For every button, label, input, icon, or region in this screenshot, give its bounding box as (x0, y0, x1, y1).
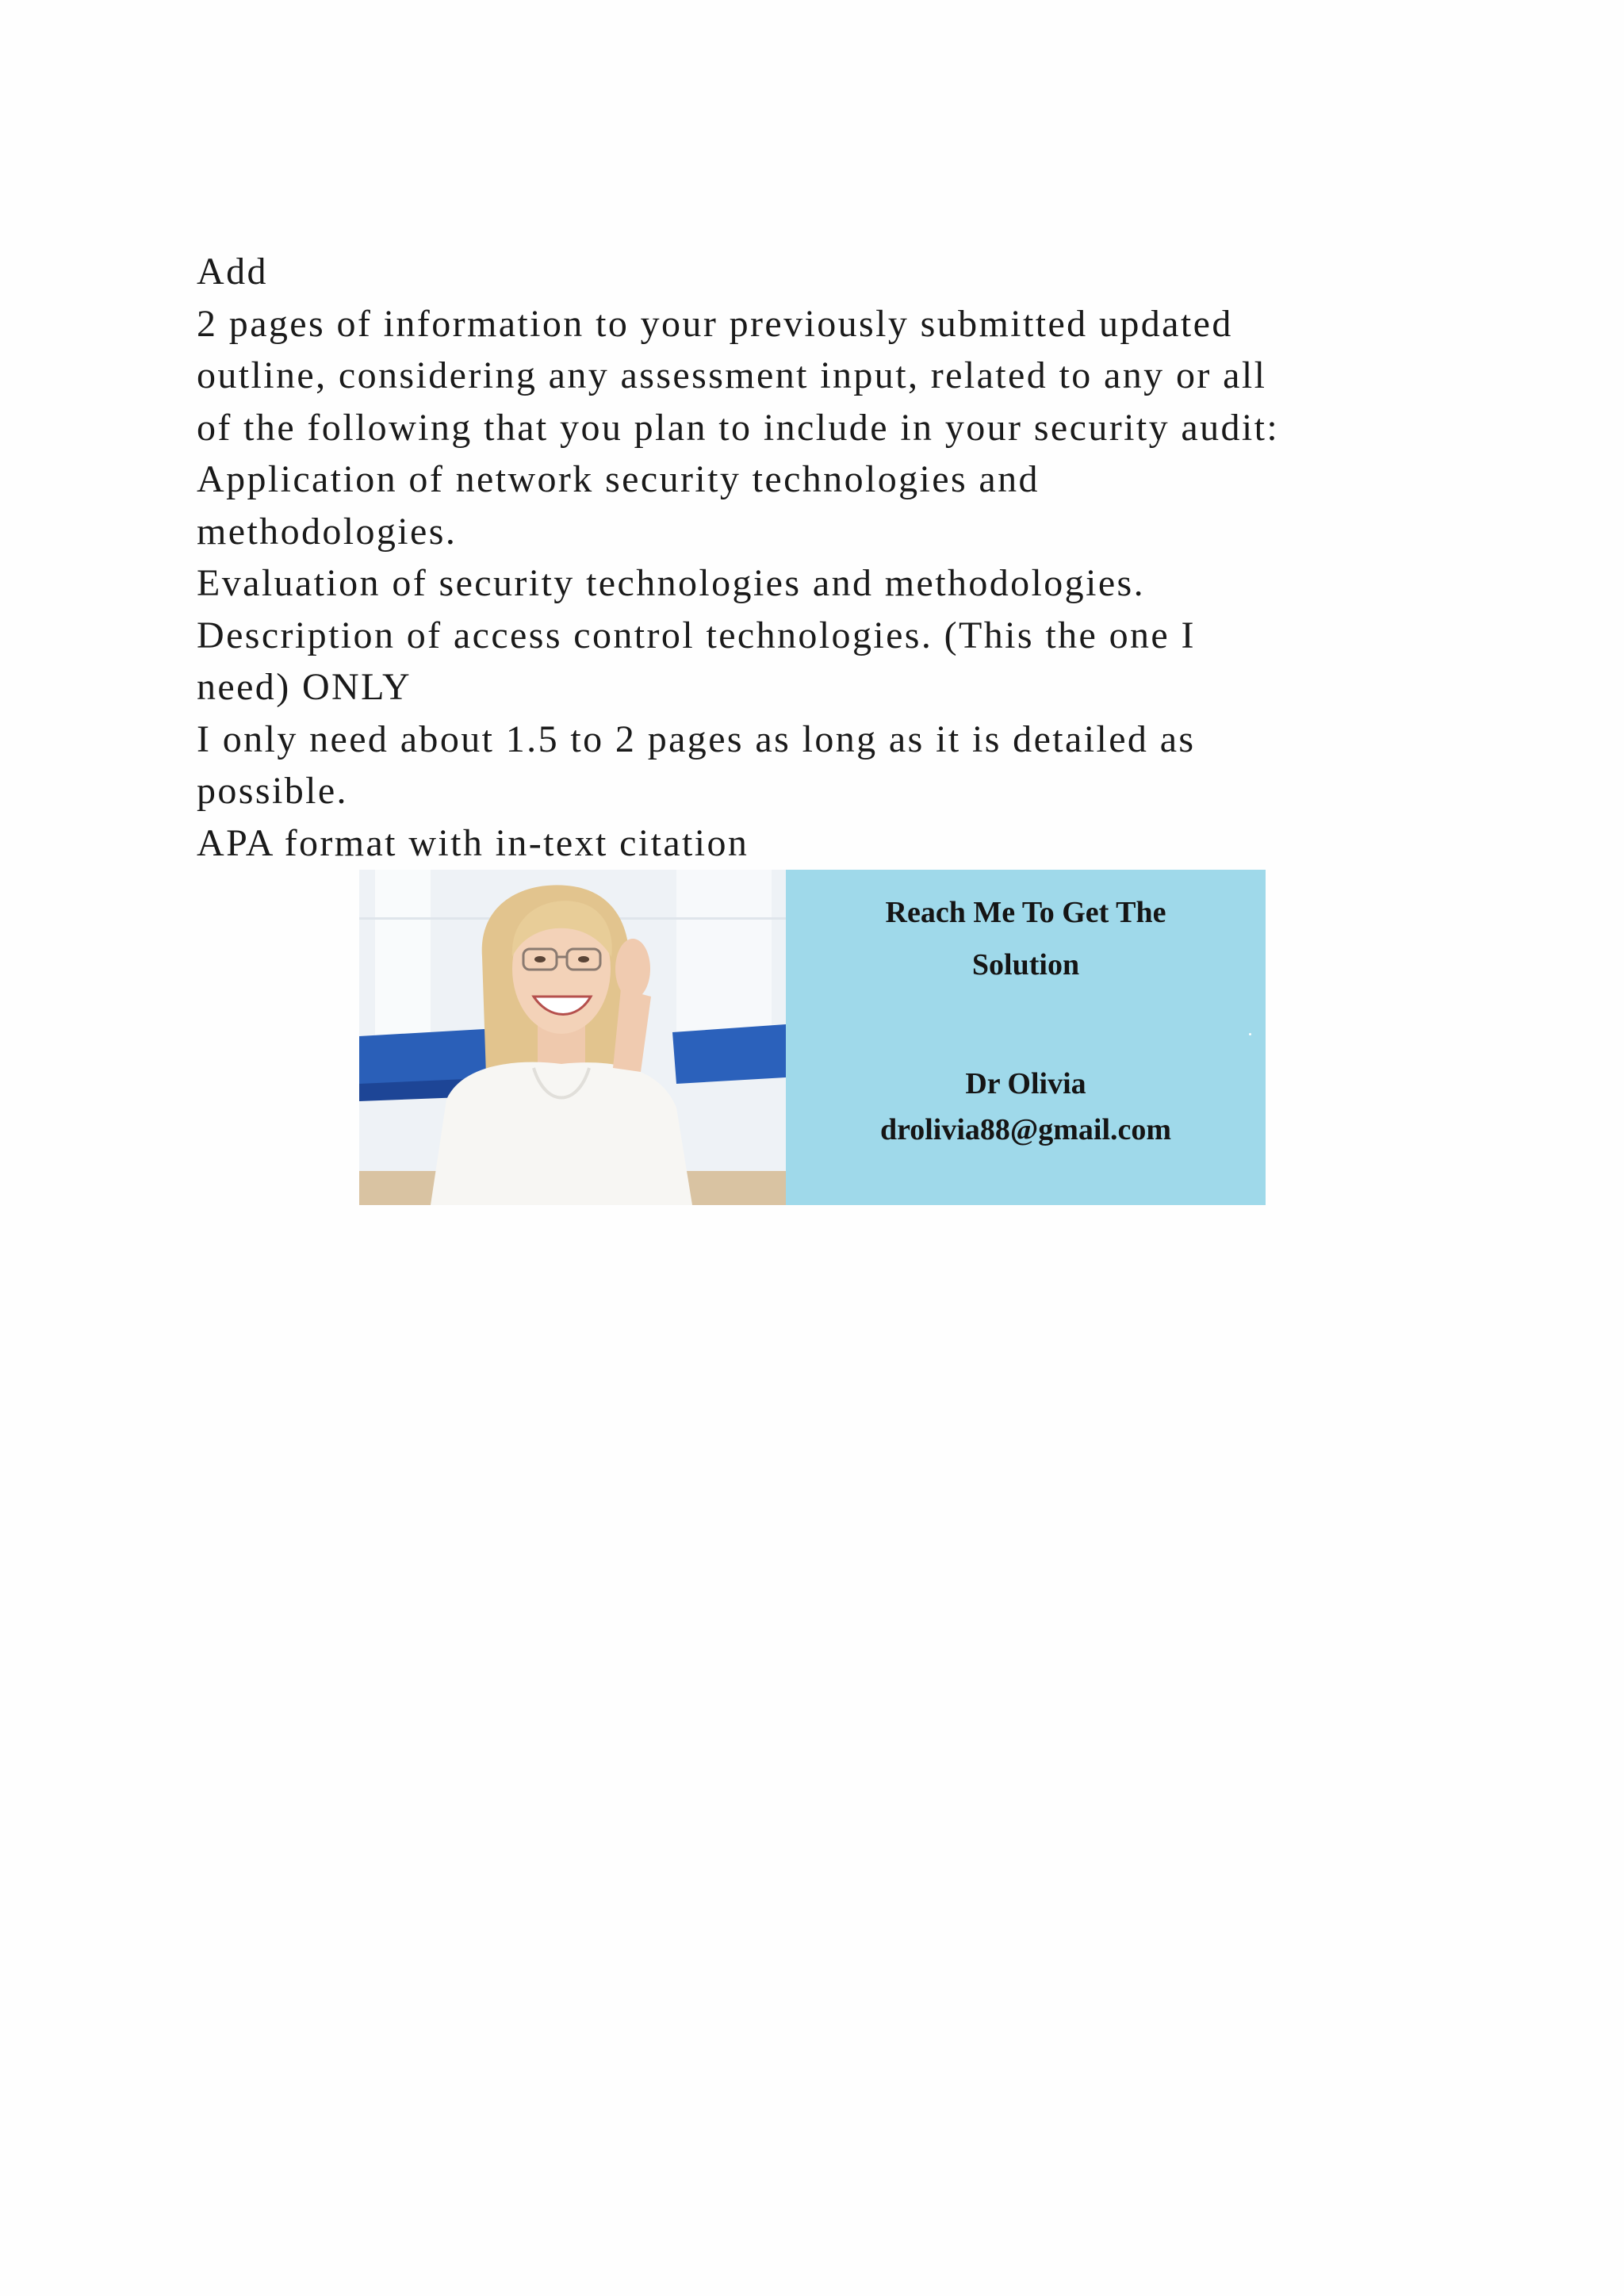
contact-email: drolivia88@gmail.com (879, 1113, 1172, 1146)
contact-heading: Reach Me To Get The (885, 896, 1166, 929)
contact-card (786, 870, 1266, 1205)
document-line: outline, considering any assessment input, related to any or all (197, 354, 1267, 396)
smiling-woman-photo (359, 870, 786, 1205)
document-line: Evaluation of security technologies and methodologies. (197, 562, 1146, 604)
document-body (197, 246, 1434, 869)
contact-banner (359, 870, 1266, 1205)
document-line: need) ONLY (197, 666, 412, 708)
document-line: possible. (197, 770, 348, 812)
document-line: 2 pages of information to your previously submitted updated (197, 302, 1233, 345)
decorative-dot (1249, 1033, 1251, 1035)
document-line: Add (197, 251, 268, 293)
document-line: of the following that you plan to include in your security audit: (197, 406, 1280, 449)
document-line: I only need about 1.5 to 2 pages as long as it is detailed as (197, 718, 1196, 760)
document-line: methodologies. (197, 510, 458, 553)
document-line: APA format with in-text citation (197, 821, 749, 864)
contact-heading: Solution (971, 948, 1080, 982)
document-line: Description of access control technologies. (This the one I (197, 614, 1196, 656)
document-line: Application of network security technologies and (197, 458, 1040, 500)
contact-name: Dr Olivia (965, 1067, 1086, 1100)
